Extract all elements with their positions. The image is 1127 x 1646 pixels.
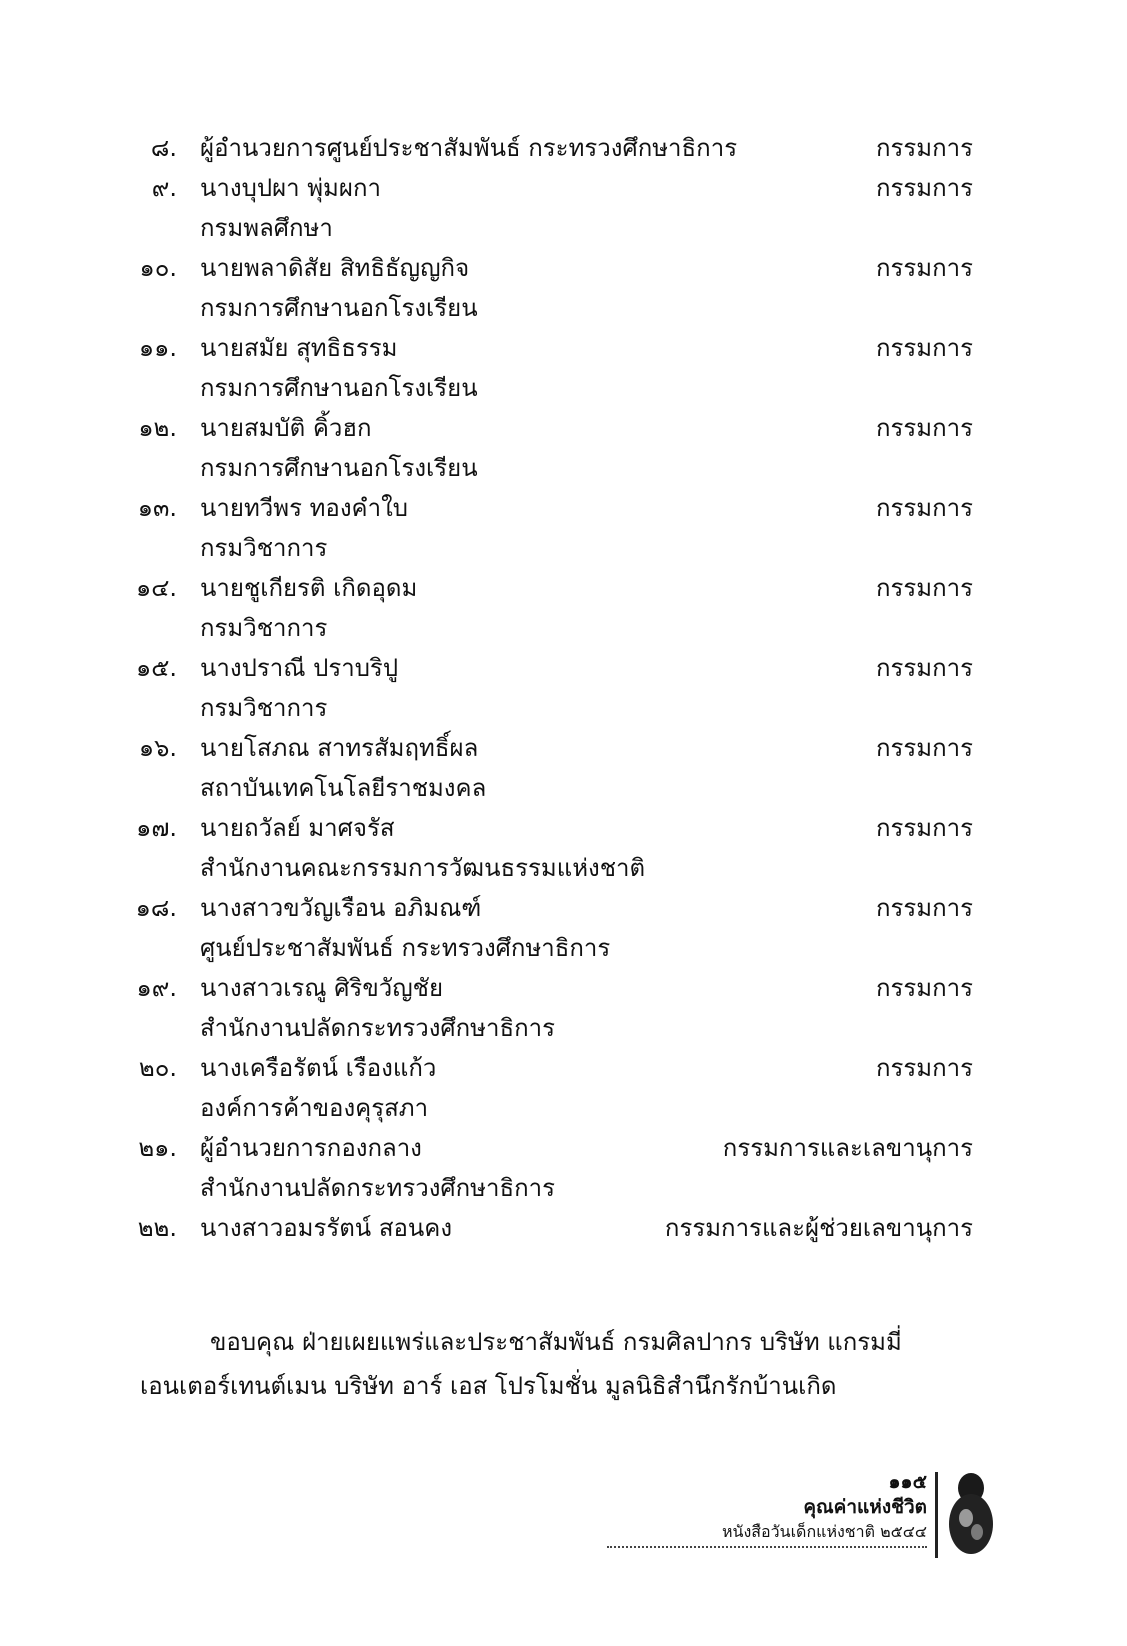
page-footer	[607, 1470, 927, 1548]
member-organization: กรมการศึกษานอกโรงเรียน	[200, 454, 478, 482]
member-organization: กรมวิชาการ	[200, 534, 328, 562]
member-organization-row	[0, 1088, 1127, 1128]
member-organization: สำนักงานปลัดกระทรวงศึกษาธิการ	[200, 1174, 556, 1202]
member-organization-row	[0, 608, 1127, 648]
member-role: กรรมการ	[875, 414, 973, 442]
member-role: กรรมการ	[875, 174, 973, 202]
page-number: ๑๑๕	[888, 1471, 927, 1493]
member-number: ๑๙.	[136, 974, 177, 1002]
book-title: คุณค่าแห่งชีวิต	[803, 1496, 927, 1518]
member-name: ผู้อำนวยการกองกลาง	[200, 1134, 422, 1162]
member-role: กรรมการ	[875, 334, 973, 362]
member-row	[0, 888, 1127, 928]
member-row	[0, 728, 1127, 768]
member-row	[0, 568, 1127, 608]
member-row	[0, 1128, 1127, 1168]
member-name: นางสาวขวัญเรือน อภิมณฑ์	[200, 894, 482, 922]
member-name: นางเครือรัตน์ เรืองแก้ว	[200, 1054, 437, 1082]
member-organization: กรมวิชาการ	[200, 694, 328, 722]
member-row	[0, 488, 1127, 528]
member-role: กรรมการ	[875, 254, 973, 282]
member-organization-row	[0, 528, 1127, 568]
member-number: ๒๑.	[138, 1134, 177, 1162]
member-organization-row	[0, 688, 1127, 728]
member-row	[0, 408, 1127, 448]
member-role: กรรมการและผู้ช่วยเลขานุการ	[664, 1214, 973, 1242]
member-row	[0, 128, 1127, 168]
member-number: ๒๐.	[138, 1054, 177, 1082]
member-number: ๑๕.	[135, 654, 177, 682]
member-number: ๒๒.	[137, 1214, 177, 1242]
member-number: ๑๑.	[138, 334, 177, 362]
member-name: นางสาวเรณู ศิริขวัญชัย	[200, 974, 443, 1002]
member-role: กรรมการ	[875, 574, 973, 602]
member-number: ๑๘.	[135, 894, 177, 922]
member-organization: กรมการศึกษานอกโรงเรียน	[200, 294, 478, 322]
member-name: นางบุปผา พุ่มผกา	[200, 174, 381, 202]
member-role: กรรมการและเลขานุการ	[722, 1134, 973, 1162]
member-number: ๑๖.	[138, 734, 177, 762]
member-name: นางปราณี ปราบริปู	[200, 654, 399, 682]
member-organization: กรมการศึกษานอกโรงเรียน	[200, 374, 478, 402]
member-name: นายถวัลย์ มาศจรัส	[200, 814, 395, 842]
footer-divider	[935, 1472, 938, 1558]
member-organization: สถาบันเทคโนโลยีราชมงคล	[200, 774, 487, 802]
member-organization: สำนักงานคณะกรรมการวัฒนธรรมแห่งชาติ	[200, 854, 646, 882]
member-number: ๑๔.	[135, 574, 177, 602]
member-number: ๑๓.	[137, 494, 177, 522]
member-organization: ศูนย์ประชาสัมพันธ์ กระทรวงศึกษาธิการ	[200, 934, 611, 962]
member-name: นายชูเกียรติ เกิดอุดม	[200, 574, 418, 602]
member-name: นายสมัย สุทธิธรรม	[200, 334, 398, 362]
member-row	[0, 248, 1127, 288]
member-row	[0, 1208, 1127, 1248]
member-name: นายทวีพร ทองคำใบ	[200, 494, 409, 522]
member-number: ๑๗.	[136, 814, 177, 842]
member-organization: กรมวิชาการ	[200, 614, 328, 642]
member-role: กรรมการ	[875, 654, 973, 682]
member-organization-row	[0, 1008, 1127, 1048]
committee-member-list	[0, 128, 1127, 1248]
member-row	[0, 168, 1127, 208]
member-organization-row	[0, 848, 1127, 888]
member-number: ๙.	[151, 174, 177, 202]
member-number: ๑๒.	[138, 414, 177, 442]
member-role: กรรมการ	[875, 494, 973, 522]
member-role: กรรมการ	[875, 734, 973, 762]
member-organization-row	[0, 288, 1127, 328]
member-role: กรรมการ	[875, 894, 973, 922]
member-name: นางสาวอมรรัตน์ สอนคง	[200, 1214, 453, 1242]
member-name: นายสมบัติ คิ้วฮก	[200, 414, 372, 442]
acknowledgements-line-2: เอนเตอร์เทนต์เมน บริษัท อาร์ เอส โปรโมชั่น มูลนิธิสำนึกรักบ้านเกิด	[140, 1372, 837, 1400]
member-row	[0, 648, 1127, 688]
member-organization: กรมพลศึกษา	[200, 214, 333, 242]
member-organization-row	[0, 1168, 1127, 1208]
member-organization: องค์การค้าของคุรุสภา	[200, 1094, 429, 1122]
member-number: ๑๐.	[139, 254, 177, 282]
member-role: กรรมการ	[875, 814, 973, 842]
acknowledgements	[140, 1320, 980, 1408]
member-role: กรรมการ	[875, 134, 973, 162]
acknowledgements-line-1: ขอบคุณ ฝ่ายเผยแพร่และประชาสัมพันธ์ กรมศิลปากร บริษัท แกรมมี่	[210, 1328, 902, 1356]
member-row	[0, 1048, 1127, 1088]
book-subtitle: หนังสือวันเด็กแห่งชาติ ๒๕๔๔	[607, 1520, 927, 1548]
member-name: นายพลาดิสัย สิทธิธัญญกิจ	[200, 254, 470, 282]
child-photo-icon	[944, 1462, 996, 1558]
member-organization-row	[0, 368, 1127, 408]
member-role: กรรมการ	[875, 1054, 973, 1082]
member-number: ๘.	[150, 134, 177, 162]
member-organization-row	[0, 928, 1127, 968]
member-organization-row	[0, 768, 1127, 808]
member-row	[0, 968, 1127, 1008]
member-name: ผู้อำนวยการศูนย์ประชาสัมพันธ์ กระทรวงศึกษาธิการ	[200, 134, 738, 162]
member-organization-row	[0, 448, 1127, 488]
member-role: กรรมการ	[875, 974, 973, 1002]
member-name: นายโสภณ สาทรสัมฤทธิ์ผล	[200, 734, 479, 762]
member-organization-row	[0, 208, 1127, 248]
member-row	[0, 328, 1127, 368]
member-organization: สำนักงานปลัดกระทรวงศึกษาธิการ	[200, 1014, 556, 1042]
member-row	[0, 808, 1127, 848]
